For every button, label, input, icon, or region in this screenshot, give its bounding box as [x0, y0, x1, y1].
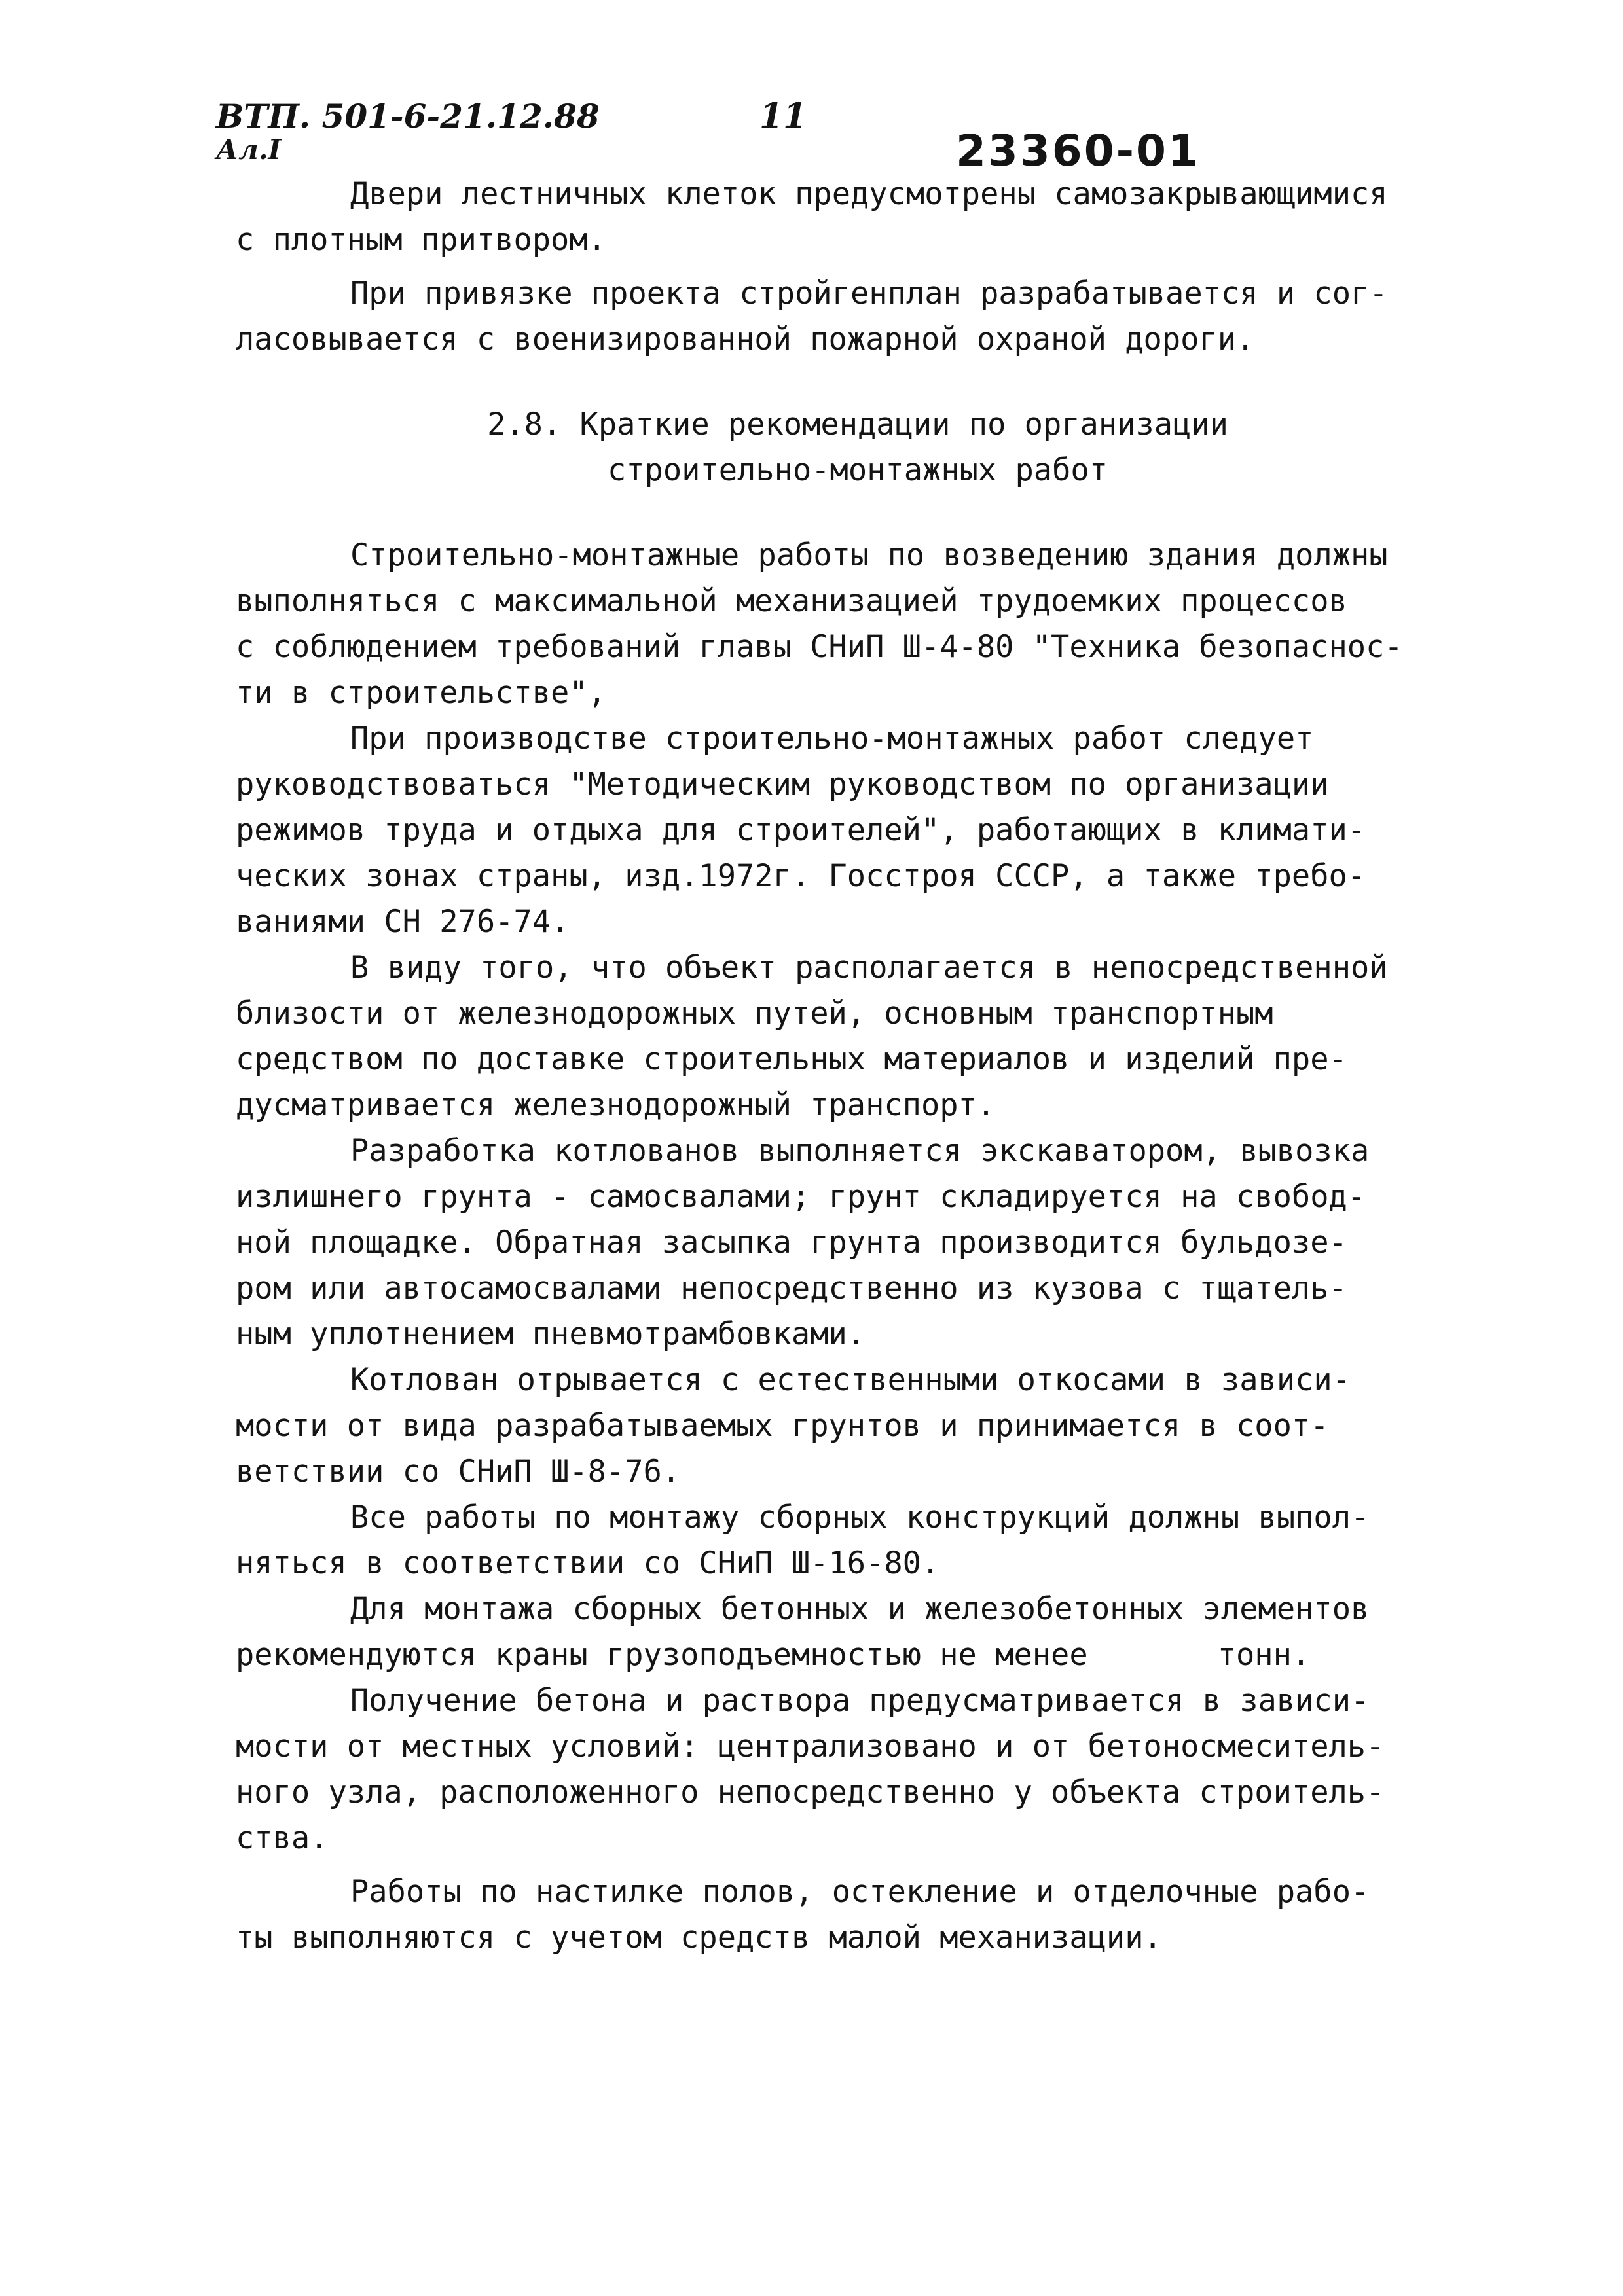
- document-number: 23360-01: [956, 126, 1200, 176]
- paragraph-9: [236, 1869, 1434, 1961]
- text-line: ром или автосамосвалами непосредственно из кузова с тщатель-: [236, 1270, 1347, 1306]
- text-line: ного узла, расположенного непосредственно у объекта строитель-: [236, 1774, 1385, 1810]
- text-line: няться в соответствии со СНиП Ш-16-80.: [236, 1545, 940, 1581]
- text-line: мости от местных условий: централизовано и от бетоносмеситель-: [236, 1729, 1385, 1765]
- text-line: При производстве строительно-монтажных работ следует: [350, 721, 1314, 757]
- text-line: рекомендуются краны грузоподъемностью не менее тонн.: [236, 1637, 1311, 1673]
- paragraph-4: [236, 1128, 1434, 1357]
- text-line: выполняться с максимальной механизацией трудоемких процессов: [236, 583, 1347, 619]
- text-line: средством по доставке строительных материалов и изделий пре-: [236, 1041, 1347, 1077]
- text-line: мости от вида разрабатываемых грунтов и принимается в соот-: [236, 1408, 1329, 1444]
- section-heading: [236, 402, 1434, 493]
- text-line: ства.: [236, 1820, 329, 1856]
- text-line: ветствии со СНиП Ш-8-76.: [236, 1454, 681, 1490]
- text-line: ной площадке. Обратная засыпка грунта производится бульдозе-: [236, 1225, 1347, 1261]
- text-line: Котлован отрывается с естественными откосами в зависи-: [350, 1362, 1351, 1398]
- paragraph-3: [236, 945, 1434, 1128]
- paragraph-5: [236, 1357, 1434, 1495]
- text-line: Для монтажа сборных бетонных и железобетонных элементов: [350, 1591, 1370, 1627]
- paragraph-6: [236, 1495, 1434, 1587]
- text-line: Работы по настилке полов, остекление и отделочные рабо-: [350, 1874, 1370, 1910]
- text-line: излишнего грунта - самосвалами; грунт складируется на свобод-: [236, 1179, 1366, 1215]
- text-line: руководствоваться "Методическим руководством по организации: [236, 766, 1329, 802]
- paragraph-7: [236, 1587, 1434, 1678]
- text-line: Получение бетона и раствора предусматривается в зависи-: [350, 1683, 1370, 1719]
- intro-paragraph-1: [236, 171, 1434, 263]
- section-title-line-2: строительно-монтажных работ: [607, 452, 1108, 488]
- section-title-line-1: 2.8. Краткие рекомендации по организации: [487, 406, 1228, 442]
- text-line: с соблюдением требований главы СНиП Ш-4-80 "Техника безопаснос-: [236, 629, 1403, 665]
- paragraph-8: [236, 1678, 1434, 1861]
- sheet-label: Ал.I: [216, 134, 282, 166]
- text-line: режимов труда и отдыха для строителей", работающих в климати-: [236, 812, 1366, 848]
- intro-paragraph-2: [236, 271, 1434, 363]
- text-line: ческих зонах страны, изд.1972г. Госстроя СССР, а также требо-: [236, 858, 1366, 894]
- paragraph-2: [236, 716, 1434, 945]
- text-line: дусматривается железнодорожный транспорт.: [236, 1087, 996, 1123]
- page-number: 11: [759, 96, 807, 136]
- document-body: [236, 171, 1434, 1961]
- text-line: ваниями СН 276-74.: [236, 904, 570, 940]
- text-line: близости от железнодорожных путей, основным транспортным: [236, 996, 1273, 1031]
- text-line: При привязке проекта стройгенплан разрабатывается и сог-: [350, 276, 1388, 312]
- document-code: ВТП. 501-6-21.12.88: [216, 97, 600, 135]
- text-line: ным уплотнением пневмотрамбовками.: [236, 1316, 866, 1352]
- text-line: Разработка котлованов выполняется экскаватором, вывозка: [350, 1133, 1370, 1169]
- text-line: Все работы по монтажу сборных конструкций должны выпол-: [350, 1499, 1370, 1535]
- text-line: Строительно-монтажные работы по возведению здания должны: [350, 537, 1388, 573]
- text-line: ти в строительстве",: [236, 675, 606, 711]
- text-line: В виду того, что объект располагается в непосредственной: [350, 950, 1388, 986]
- text-line: ласовывается с военизированной пожарной охраной дороги.: [236, 321, 1255, 357]
- text-line: ты выполняются с учетом средств малой механизации.: [236, 1920, 1162, 1956]
- text-line: с плотным притвором.: [236, 222, 606, 258]
- paragraph-1: [236, 533, 1434, 716]
- text-line: Двери лестничных клеток предусмотрены самозакрывающимися: [350, 176, 1388, 212]
